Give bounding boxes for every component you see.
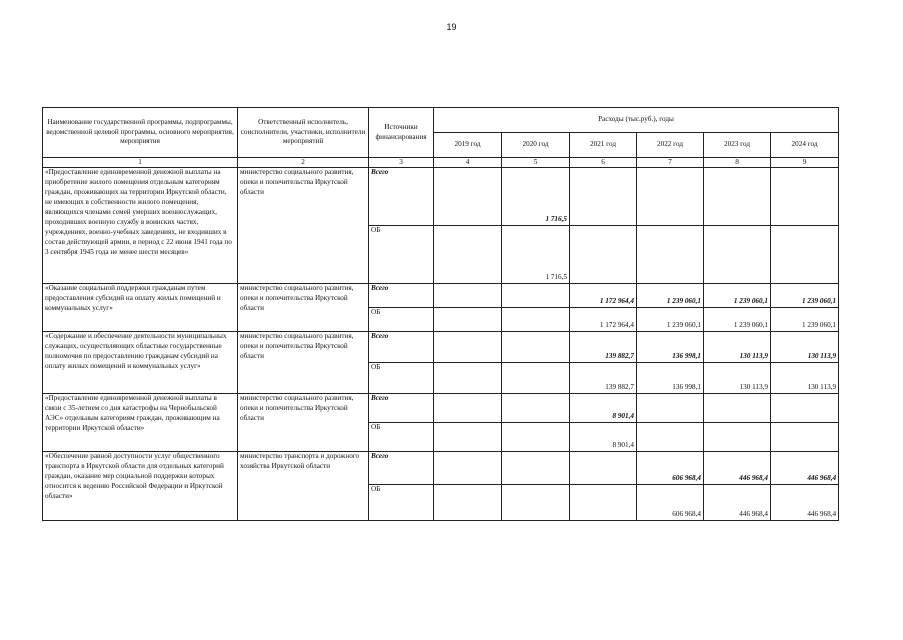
column-number: 3 bbox=[369, 158, 434, 168]
ob-value bbox=[434, 363, 502, 394]
column-number: 8 bbox=[704, 158, 771, 168]
ob-value: 446 968,4 bbox=[704, 485, 771, 521]
total-value: 1 716,5 bbox=[502, 168, 570, 226]
ob-value bbox=[570, 226, 637, 284]
total-value: 8 901,4 bbox=[570, 394, 637, 423]
source-ob: ОБ bbox=[369, 308, 434, 332]
ob-value: 136 998,1 bbox=[637, 363, 704, 394]
table-row bbox=[43, 284, 839, 308]
column-number: 2 bbox=[238, 158, 369, 168]
total-value: 1 239 060,1 bbox=[637, 284, 704, 308]
source-ob: ОБ bbox=[369, 485, 434, 521]
column-number: 4 bbox=[434, 158, 502, 168]
column-number: 6 bbox=[570, 158, 637, 168]
ob-value bbox=[771, 226, 839, 284]
header-executor: Ответственный исполнитель, соисполнители, участники, исполнители мероприятий bbox=[238, 108, 369, 158]
total-value: 1 239 060,1 bbox=[704, 284, 771, 308]
ob-value: 130 113,9 bbox=[771, 363, 839, 394]
ob-value: 1 239 060,1 bbox=[771, 308, 839, 332]
total-value bbox=[434, 394, 502, 423]
measure-name: «Содержание и обеспечение деятельности муниципальных служащих, осуществляющих областные государственные полномочия по предоставлению гражданам субсидий на оплату жилых помещений и коммунальных услуг» bbox=[43, 332, 238, 394]
ob-value bbox=[502, 485, 570, 521]
ob-value: 130 113,9 bbox=[704, 363, 771, 394]
ob-value bbox=[502, 363, 570, 394]
total-value bbox=[570, 168, 637, 226]
measure-executor: министерство социального развития, опеки и попечительства Иркутской области bbox=[238, 284, 369, 332]
total-value: 130 113,9 bbox=[704, 332, 771, 363]
source-ob: ОБ bbox=[369, 226, 434, 284]
measure-name: «Оказание социальной поддержки гражданам путем предоставления субсидий на оплату жилых помещений и коммунальных услуг» bbox=[43, 284, 238, 332]
column-number: 5 bbox=[502, 158, 570, 168]
total-value bbox=[637, 394, 704, 423]
total-value bbox=[502, 394, 570, 423]
header-year: 2019 год bbox=[434, 133, 502, 158]
source-ob: ОБ bbox=[369, 423, 434, 452]
ob-value bbox=[502, 308, 570, 332]
total-value bbox=[434, 332, 502, 363]
ob-value bbox=[434, 308, 502, 332]
ob-value: 8 901,4 bbox=[570, 423, 637, 452]
total-value bbox=[502, 452, 570, 485]
measure-name: «Обеспечение равной доступности услуг общественного транспорта в Иркутской области для отдельных категорий граждан, оказание мер социальной поддержки которых относится к ведению Российской Федерации и Иркутской области» bbox=[43, 452, 238, 521]
ob-value bbox=[704, 226, 771, 284]
total-value: 130 113,9 bbox=[771, 332, 839, 363]
ob-value: 1 716,5 bbox=[502, 226, 570, 284]
total-value bbox=[771, 168, 839, 226]
header-year: 2021 год bbox=[570, 133, 637, 158]
total-value bbox=[771, 394, 839, 423]
ob-value: 1 172 964,4 bbox=[570, 308, 637, 332]
source-total: Всего bbox=[369, 332, 434, 363]
column-number: 7 bbox=[637, 158, 704, 168]
header-year: 2020 год bbox=[502, 133, 570, 158]
source-total: Всего bbox=[369, 394, 434, 423]
column-number: 9 bbox=[771, 158, 839, 168]
total-value: 136 998,1 bbox=[637, 332, 704, 363]
table-row bbox=[43, 452, 839, 485]
column-number: 1 bbox=[43, 158, 238, 168]
ob-value bbox=[502, 423, 570, 452]
source-total: Всего bbox=[369, 452, 434, 485]
measure-executor: министерство социального развития, опеки и попечительства Иркутской области bbox=[238, 168, 369, 284]
ob-value bbox=[637, 226, 704, 284]
ob-value bbox=[637, 423, 704, 452]
total-value bbox=[434, 168, 502, 226]
header-year: 2022 год bbox=[637, 133, 704, 158]
table-row bbox=[43, 332, 839, 363]
total-value: 1 172 964,4 bbox=[570, 284, 637, 308]
header-expenses: Расходы (тыс.руб.), годы bbox=[434, 108, 839, 133]
ob-value: 606 968,4 bbox=[637, 485, 704, 521]
total-value: 606 968,4 bbox=[637, 452, 704, 485]
source-ob: ОБ bbox=[369, 363, 434, 394]
measure-executor: министерство социального развития, опеки и попечительства Иркутской области bbox=[238, 332, 369, 394]
table-row bbox=[43, 394, 839, 423]
header-year: 2023 год bbox=[704, 133, 771, 158]
ob-value bbox=[570, 485, 637, 521]
total-value bbox=[704, 394, 771, 423]
ob-value: 139 882,7 bbox=[570, 363, 637, 394]
total-value bbox=[502, 284, 570, 308]
table-row bbox=[43, 168, 839, 226]
ob-value bbox=[434, 485, 502, 521]
total-value bbox=[637, 168, 704, 226]
ob-value: 1 239 060,1 bbox=[637, 308, 704, 332]
total-value: 1 239 060,1 bbox=[771, 284, 839, 308]
budget-table bbox=[42, 107, 839, 521]
ob-value bbox=[771, 423, 839, 452]
total-value bbox=[502, 332, 570, 363]
measure-executor: министерство социального развития, опеки и попечительства Иркутской области bbox=[238, 394, 369, 452]
total-value bbox=[704, 168, 771, 226]
ob-value bbox=[704, 423, 771, 452]
ob-value: 446 968,4 bbox=[771, 485, 839, 521]
header-source: Источники финансирования bbox=[369, 108, 434, 158]
header-name: Наименование государственной программы, подпрограммы, ведомственной целевой программы, основного мероприятия, мероприятия bbox=[43, 108, 238, 158]
total-value: 139 882,7 bbox=[570, 332, 637, 363]
ob-value: 1 239 060,1 bbox=[704, 308, 771, 332]
ob-value bbox=[434, 423, 502, 452]
total-value: 446 968,4 bbox=[704, 452, 771, 485]
total-value bbox=[434, 452, 502, 485]
page-number: 19 bbox=[446, 22, 457, 32]
total-value bbox=[434, 284, 502, 308]
measure-name: «Предоставление единовременной денежной выплаты на приобретение жилого помещения отдельным категориям граждан, проживающих на территории Иркутской области, не имеющих в собственности жилого помещения, являющихся членами семей умерших военнослужащих, проходивших военную службу в воинских частях, учреждениях, военно-учебных заведениях, не входивших в состав действующей армии, в период с 22 июня 1941 года по 3 сентября 1945 года не менее шести месяцев» bbox=[43, 168, 238, 284]
header-year: 2024 год bbox=[771, 133, 839, 158]
source-total: Всего bbox=[369, 284, 434, 308]
ob-value bbox=[434, 226, 502, 284]
source-total: Всего bbox=[369, 168, 434, 226]
measure-executor: министерство транспорта и дорожного хозяйства Иркутской области bbox=[238, 452, 369, 521]
total-value: 446 968,4 bbox=[771, 452, 839, 485]
total-value bbox=[570, 452, 637, 485]
measure-name: «Предоставление единовременной денежной выплаты в связи с 35-летием со дня катастрофы на Чернобыльской АЭС» отдельным категориям граждан, проживающим на территории Иркутской области» bbox=[43, 394, 238, 452]
